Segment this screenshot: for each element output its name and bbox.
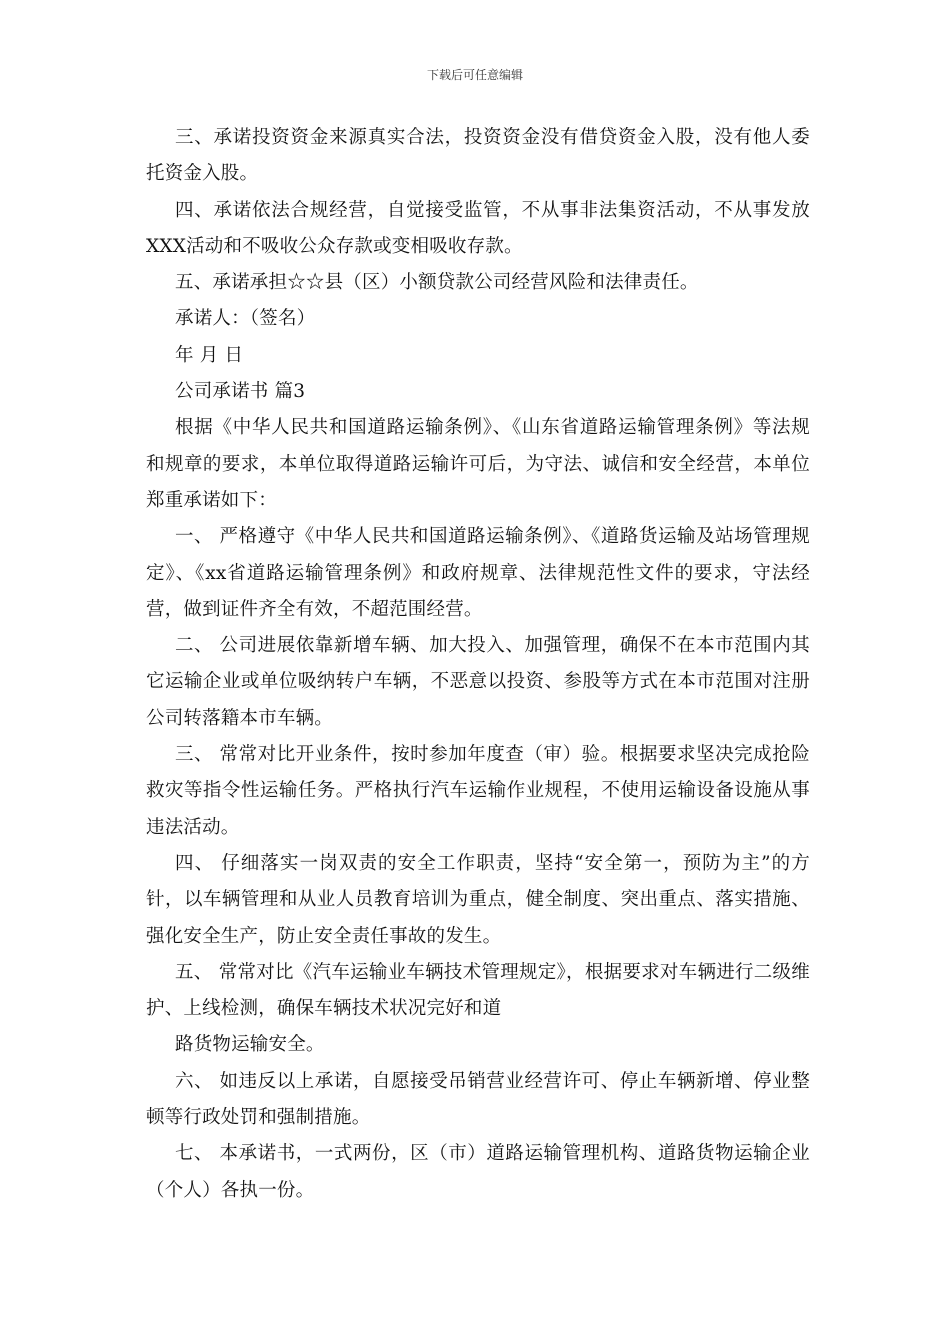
header-note: 下载后可任意编辑 (426, 68, 523, 82)
clause-4: 四、 仔细落实一岗双责的安全工作职责，坚持“安全第一，预防为主”的方针，以车辆管理和从业人员教育培训为重点，健全制度、突出重点、落实措施、强化安全生产，防止安全责任事故的发生。 (146, 852, 810, 947)
signature-line: 承诺人：（签名） (175, 308, 316, 330)
date-line: 年 月 日 (175, 344, 244, 366)
clause-5: 五、 常常对比《汽车运输业车辆技术管理规定》，根据要求对车辆进行二级维护、上线检测，确保车辆技术状况完好和道 (146, 961, 810, 1020)
intro-paragraph: 根据《中华人民共和国道路运输条例》、《山东省道路运输管理条例》等法规和规章的要求，本单位取得道路运输许可后，为守法、诚信和安全经营，本单位郑重承诺如下： (146, 417, 810, 511)
section-title: 公司承诺书 篇3 (175, 381, 306, 403)
paragraph-commitment-3: 三、承诺投资资金来源真实合法，投资资金没有借贷资金入股，没有他人委托资金入股。 (146, 127, 810, 185)
clause-3: 三、 常常对比开业条件，按时参加年度查（审）验。根据要求坚决完成抢险救灾等指令性运输任务。严格执行汽车运输作业规程，不使用运输设备设施从事违法活动。 (146, 744, 810, 838)
clause-2: 二、 公司进展依靠新增车辆、加大投入、加强管理，确保不在本市范围内其它运输企业或单位吸纳转户车辆，不恶意以投资、参股等方式在本市范围对注册公司转落籍本市车辆。 (146, 635, 810, 729)
paragraph-commitment-5: 五、承诺承担☆☆县（区）小额贷款公司经营风险和法律责任。 (175, 272, 699, 294)
clause-1: 一、 严格遵守《中华人民共和国道路运输条例》、《道路货运输及站场管理规定》、《xx省道路运输管理条例》和政府规章、法律规范性文件的要求，守法经营，做到证件齐全有效，不超范围经营。 (146, 526, 810, 620)
document-body (146, 120, 810, 1209)
clause-7: 七、 本承诺书，一式两份，区（市）道路运输管理机构、道路货物运输企业（个人）各执一份。 (146, 1143, 810, 1201)
paragraph-commitment-4: 四、承诺依法合规经营，自觉接受监管，不从事非法集资活动，不从事发放XXX活动和不吸收公众存款或变相吸收存款。 (146, 199, 810, 257)
clause-5-continuation: 路货物运输安全。 (175, 1034, 325, 1056)
clause-6: 六、 如违反以上承诺，自愿接受吊销营业经营许可、停止车辆新增、停业整顿等行政处罚和强制措施。 (146, 1070, 810, 1129)
